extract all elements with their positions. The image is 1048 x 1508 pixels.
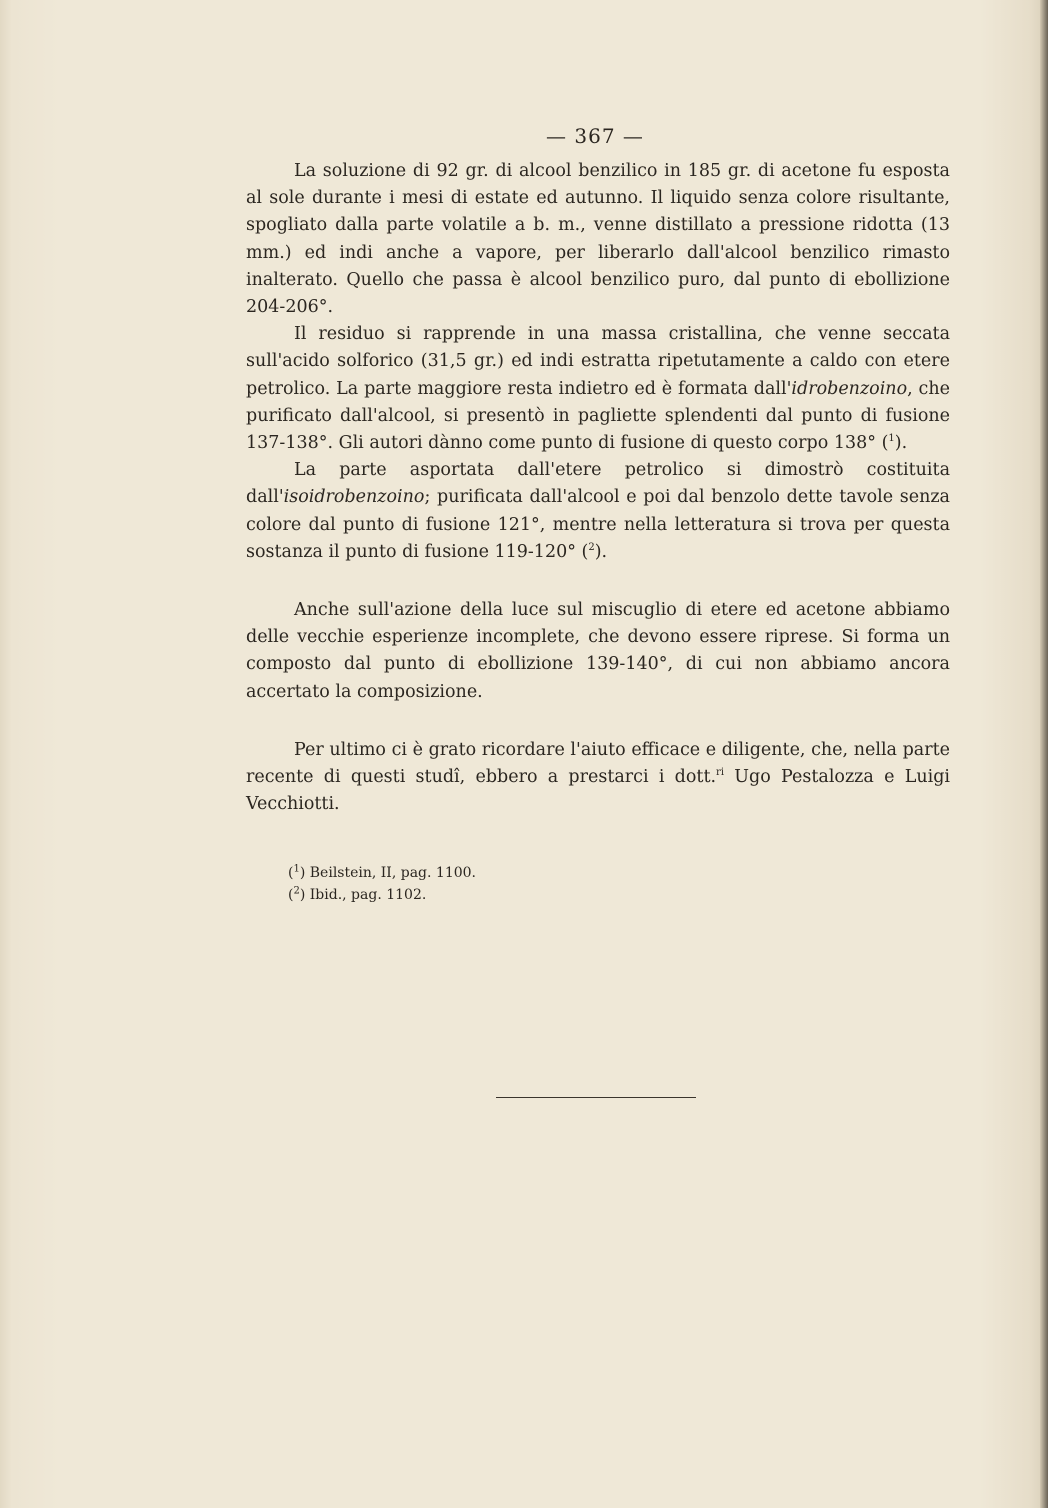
paragraph-3 bbox=[246, 457, 950, 566]
paragraph-2 bbox=[246, 321, 950, 457]
closing-rule bbox=[496, 1097, 696, 1098]
text-run: ; purificata dall'alcool e poi dal benzolo dette tavole senza colore dal punto di fusione 121°, mentre nella letteratura si trova per questa sostanza il punto di fusione 119-120° ( bbox=[246, 487, 950, 562]
paragraph-5 bbox=[246, 737, 950, 819]
text-run: Per ultimo ci è grato ricordare l'aiuto efficace e diligente, che, nella parte recente di questi studî, ebbero a prestarci i dott. bbox=[246, 739, 950, 788]
body-text bbox=[246, 158, 950, 818]
text-run: La soluzione di 92 gr. di alcool benzilico in 185 gr. di acetone fu esposta al sole durante i mesi di estate ed autunno. Il liquido senza colore risultante, spogliato dalla parte volatile a b. m., venne distillato a pressione ridotta (13 mm.) ed indi anche a vapore, per liberarlo dall'alcool benzilico rimasto inalterato. Quello che passa è alcool benzilico puro, dal punto di ebollizione 204-206°. bbox=[246, 161, 950, 318]
page-edge-shadow bbox=[1040, 0, 1048, 1508]
paragraph-1 bbox=[246, 158, 950, 321]
footnote-marker: 1 bbox=[293, 863, 300, 875]
text-run: ). bbox=[594, 541, 608, 562]
footnote-text: Beilstein, II, pag. 1100. bbox=[305, 865, 476, 881]
text-run: ). bbox=[894, 433, 908, 454]
footnote-reference: 1 bbox=[888, 433, 895, 445]
footnote-1: ($^1$) Beilstein, II, pag. 1100. bbox=[288, 863, 476, 881]
paragraph-4 bbox=[246, 597, 950, 706]
footnote-reference: ri bbox=[716, 767, 725, 779]
text-run: La parte asportata dall'etere petrolico si dimostrò costituita dall' bbox=[246, 460, 950, 508]
page-number: — 367 — bbox=[546, 124, 644, 148]
footnotes bbox=[288, 862, 688, 906]
footnote-2: ($^2$) Ibid., pag. 1102. bbox=[288, 885, 427, 903]
text-run: Anche sull'azione della luce sul miscuglio di etere ed acetone abbiamo delle vecchie esperienze incomplete, che devono essere riprese. Si forma un composto dal punto di ebollizione 139-140°, di cui non abbiamo ancora accertato la composizione. bbox=[246, 600, 950, 702]
text-run: , che purificato dall'alcool, si presentò in pagliette splendenti dal punto di fusione 137-138°. Gli autori dànno come punto di fusione di questo corpo 138° ( bbox=[246, 378, 950, 454]
text-run: Il residuo si rapprende in una massa cristallina, che venne seccata sull'acido solforico (31,5 gr.) ed indi estratta ripetutamente a caldo con etere petrolico. La parte maggiore resta indietro ed è formata dall' bbox=[246, 324, 950, 399]
text-run: Ugo Pestalozza e Luigi Vecchiotti. bbox=[246, 767, 950, 815]
footnote-marker: 2 bbox=[293, 885, 300, 897]
footnote-text: Ibid., pag. 1102. bbox=[305, 887, 427, 903]
italic-term: idrobenzoino bbox=[791, 378, 908, 399]
italic-term: isoidrobenzoino bbox=[283, 487, 425, 508]
footnote-reference: 2 bbox=[588, 542, 595, 554]
